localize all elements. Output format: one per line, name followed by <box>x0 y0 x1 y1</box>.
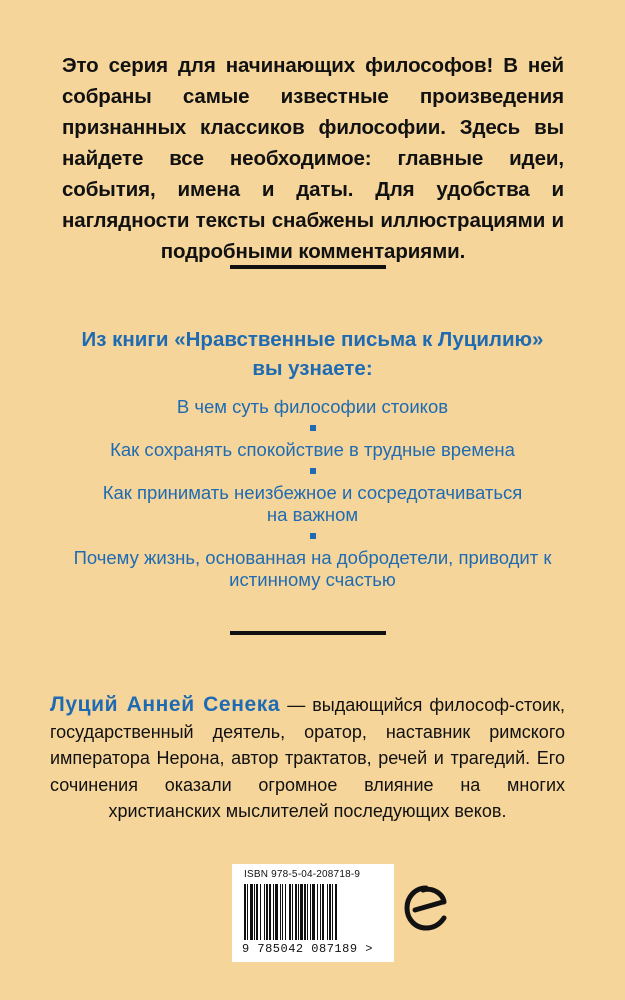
barcode-bar <box>282 884 283 940</box>
barcode-box <box>232 864 394 962</box>
learn-point: Как принимать неизбежное и сосредотачиваться на важном <box>102 482 523 525</box>
barcode-bar <box>254 884 255 940</box>
barcode-bar <box>335 884 337 940</box>
barcode-bar <box>275 884 278 940</box>
barcode-bar <box>273 884 274 940</box>
barcode-bar <box>247 884 248 940</box>
learn-points-list <box>40 396 585 591</box>
barcode-bar <box>310 884 311 940</box>
square-bullet-icon <box>310 533 316 539</box>
barcode-bar <box>269 884 271 940</box>
divider-bottom <box>230 631 386 635</box>
barcode-bar <box>322 884 324 940</box>
author-name: Луций Анней Сенека <box>50 693 281 716</box>
barcode-bar <box>320 884 321 940</box>
author-bio-text: — выдающийся философ-стоик, государственный деятель, оратор, наставник римского императора Нерона, автор трактатов, речей и трагедий. Его сочинения оказали огромное влияние на многих христианских мыслителей последующих веков. <box>50 695 565 821</box>
barcode-bar <box>256 884 258 940</box>
barcode-bar <box>280 884 281 940</box>
publisher-logo-icon <box>403 884 449 932</box>
barcode-bar <box>295 884 297 940</box>
barcode-bar <box>329 884 331 940</box>
learn-heading <box>40 325 585 383</box>
barcode-bar <box>307 884 308 940</box>
barcode-bar <box>298 884 299 940</box>
learn-point: Как сохранять спокойствие в трудные времена <box>110 439 515 460</box>
barcode-bar <box>289 884 291 940</box>
barcode-bar <box>264 884 265 940</box>
barcode-bar <box>285 884 286 940</box>
divider-top <box>230 265 386 269</box>
barcode-bar <box>327 884 328 940</box>
barcode-bar <box>317 884 318 940</box>
barcode-bar <box>292 884 293 940</box>
learn-point: Почему жизнь, основанная на добродетели, приводит к истинному счастью <box>73 547 552 590</box>
learn-heading-line1: Из книги «Нравственные письма к Луцилию» <box>81 328 544 351</box>
square-bullet-icon <box>310 468 316 474</box>
barcode-icon <box>242 884 384 940</box>
barcode-bar <box>304 884 306 940</box>
barcode-digits: 9 785042 087189 > <box>242 942 373 956</box>
learn-point: В чем суть философии стоиков <box>176 396 449 417</box>
square-bullet-icon <box>310 425 316 431</box>
intro-paragraph: Это серия для начинающих философов! В ней собраны самые известные произведения признанных классиков философии. Здесь вы найдете все необходимое: главные идеи, события, имена и даты. Для удобства и наглядности тексты снабжены иллюстрациями и подробными комментариями. <box>62 54 564 263</box>
barcode-bar <box>266 884 268 940</box>
isbn-text: ISBN 978-5-04-208718-9 <box>244 869 361 880</box>
learn-heading-line2: вы узнаете: <box>252 357 373 380</box>
author-bio <box>50 692 565 825</box>
barcode-bar <box>312 884 315 940</box>
barcode-bar <box>244 884 246 940</box>
barcode-bar <box>332 884 333 940</box>
barcode-bar <box>300 884 303 940</box>
barcode-bar <box>260 884 261 940</box>
barcode-bar <box>250 884 253 940</box>
